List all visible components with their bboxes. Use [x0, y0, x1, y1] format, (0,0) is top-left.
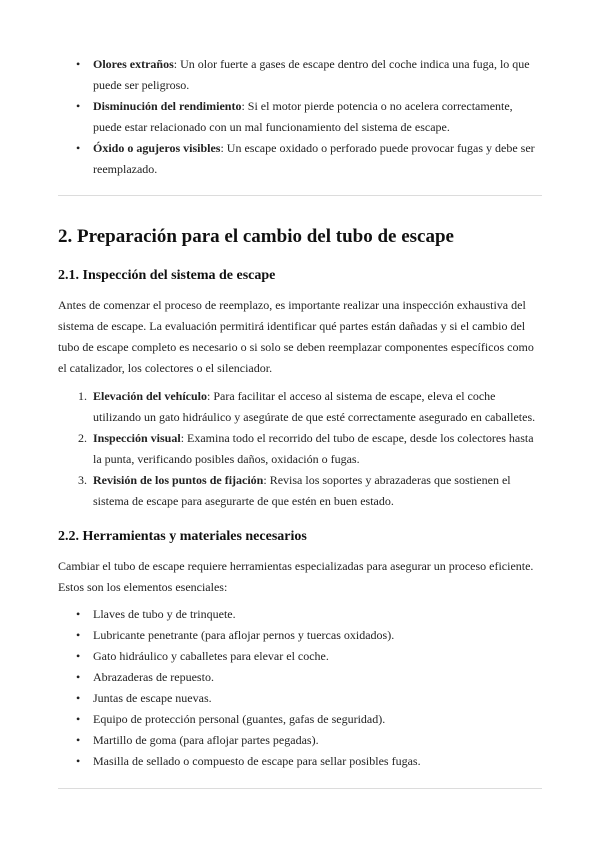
list-item — [58, 709, 542, 730]
bullet-marker: • — [76, 57, 81, 71]
section-divider — [58, 788, 542, 789]
steps-block — [58, 386, 542, 512]
section-heading-block — [58, 224, 542, 250]
paragraph: Cambiar el tubo de escape requiere herramientas especializadas para asegurar un proceso eficiente. Estos son los elementos esenciales: — [58, 559, 534, 594]
bullet-marker: • — [76, 754, 81, 768]
subsection-title: 2.1. Inspección del sistema de escape — [58, 268, 276, 283]
step-number: 3. — [78, 473, 87, 487]
section-divider — [58, 195, 542, 196]
list-item — [58, 646, 542, 667]
intro-list-block — [58, 54, 542, 180]
item-text: Gato hidráulico y caballetes para elevar el coche. — [93, 649, 329, 663]
bullet-marker: • — [76, 628, 81, 642]
list-item — [58, 470, 542, 512]
subsection-2-paragraph-block — [58, 556, 542, 598]
item-text: Lubricante penetrante (para aflojar pernos y tuercas oxidados). — [93, 628, 395, 642]
item-term: Disminución del rendimiento — [93, 99, 242, 113]
list-item — [58, 386, 542, 428]
item-text: Llaves de tubo y de trinquete. — [93, 607, 236, 621]
list-item — [58, 688, 542, 709]
bullet-marker: • — [76, 99, 81, 113]
subsection-1-heading-block — [58, 266, 542, 286]
step-number: 1. — [78, 389, 87, 403]
subsection-2-heading-block — [58, 527, 542, 547]
item-text: : Un olor fuerte a gases de escape dentro del coche indica una fuga, lo que puede ser peligroso. — [93, 57, 530, 92]
item-text: Juntas de escape nuevas. — [93, 691, 212, 705]
list-item — [58, 604, 542, 625]
bullet-marker: • — [76, 691, 81, 705]
item-text: Equipo de protección personal (guantes, gafas de seguridad). — [93, 712, 386, 726]
list-item — [58, 667, 542, 688]
item-text: Martillo de goma (para aflojar partes pegadas). — [93, 733, 319, 747]
list-item — [58, 625, 542, 646]
bullet-marker: • — [76, 712, 81, 726]
list-item — [58, 428, 542, 470]
list-item — [58, 751, 542, 772]
item-text: : Un escape oxidado o perforado puede provocar fugas y debe ser reemplazado. — [93, 141, 535, 176]
tools-list — [58, 604, 542, 772]
list-item — [58, 730, 542, 751]
list-item — [58, 96, 542, 138]
subsection-1-paragraph-block — [58, 295, 542, 379]
tools-list-block — [58, 604, 542, 772]
bullet-marker: • — [76, 670, 81, 684]
item-term: Inspección visual — [93, 431, 181, 445]
item-term: Revisión de los puntos de fijación — [93, 473, 264, 487]
item-text: Abrazaderas de repuesto. — [93, 670, 214, 684]
inspection-steps-list — [58, 386, 542, 512]
item-term: Olores extraños — [93, 57, 174, 71]
item-text: Masilla de sellado o compuesto de escape para sellar posibles fugas. — [93, 754, 421, 768]
item-text: : Si el motor pierde potencia o no acelera correctamente, puede estar relacionado con un mal funcionamiento del sistema de escape. — [93, 99, 513, 134]
bullet-marker: • — [76, 649, 81, 663]
bullet-marker: • — [76, 733, 81, 747]
step-number: 2. — [78, 431, 87, 445]
list-item — [58, 54, 542, 96]
item-term: Elevación del vehículo — [93, 389, 207, 403]
bullet-marker: • — [76, 141, 81, 155]
paragraph: Antes de comenzar el proceso de reemplazo, es importante realizar una inspección exhaustiva del sistema de escape. La evaluación permitirá identificar qué partes están dañadas y si el cambio del tubo de escape completo es necesario o si solo se deben reemplazar componentes específicos como el catalizador, los colectores o el silenciador. — [58, 298, 534, 375]
section-title: 2. Preparación para el cambio del tubo de escape — [58, 226, 454, 247]
subsection-title: 2.2. Herramientas y materiales necesarios — [58, 529, 307, 544]
item-text: : Revisa los soportes y abrazaderas que sostienen el sistema de escape para asegurarte de que estén en buen estado. — [93, 473, 511, 508]
list-item — [58, 138, 542, 180]
symptom-list — [58, 54, 542, 180]
item-term: Óxido o agujeros visibles — [93, 141, 221, 155]
bullet-marker: • — [76, 607, 81, 621]
item-text: : Para facilitar el acceso al sistema de escape, eleva el coche utilizando un gato hidráulico y asegúrate de que esté correctamente asegurado en caballetes. — [93, 389, 536, 424]
item-text: : Examina todo el recorrido del tubo de escape, desde los colectores hasta la punta, verificando posibles daños, oxidación o fugas. — [93, 431, 534, 466]
